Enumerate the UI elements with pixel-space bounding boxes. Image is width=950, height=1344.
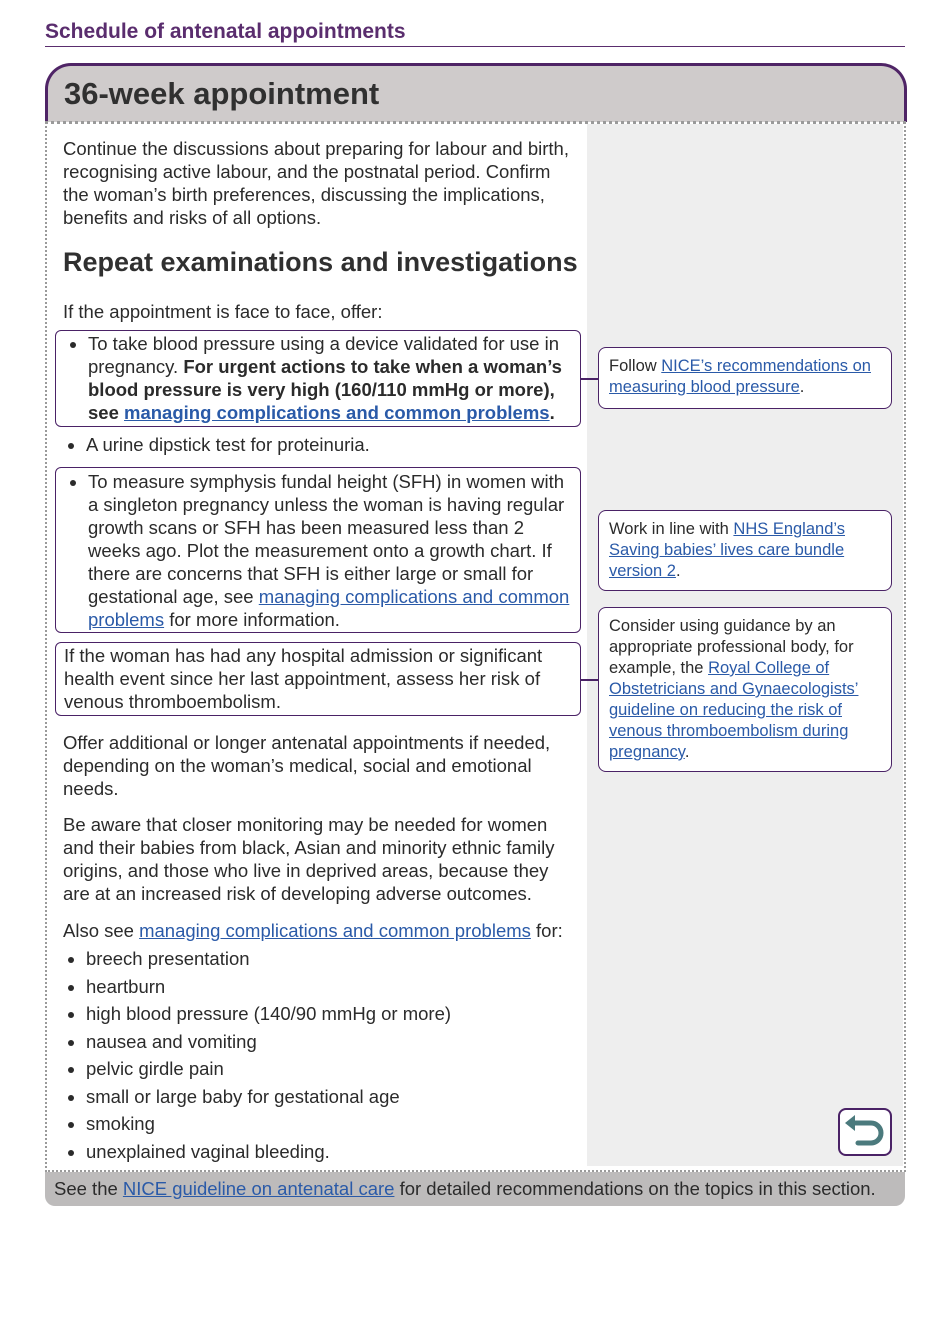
offer-intro: If the appointment is face to face, offer: [63,301,383,322]
list-item: • smoking [86,1110,606,1138]
sfh-item-box [55,467,581,633]
list-item: • nausea and vomiting [86,1028,606,1056]
nice-bp-link[interactable]: NICE’s recommendations on measuring blood pressure [609,357,871,396]
sfh-complications-link[interactable]: managing complications and common problems [88,586,570,630]
topic-list [63,945,606,1165]
rcog-link[interactable]: Royal College of Obstetricians and Gynaecologists’ guideline on reducing the risk of venous thromboembolism during pregnancy [609,659,859,761]
section-heading: Repeat examinations and investigations [63,247,578,277]
nice-guideline-link[interactable]: NICE guideline on antenatal care [122,1178,395,1199]
saving-babies-link[interactable]: NHS England’s Saving babies’ lives care bundle version 2 [609,520,845,580]
side-note-sfh: Work in line with NHS England’s Saving babies’ lives care bundle version 2. [598,510,892,591]
back-button[interactable] [838,1108,892,1156]
list-item: • small or large baby for gestational age [86,1083,606,1111]
sfh-item: • To measure symphysis fundal height (SFH) in women with a singleton pregnancy unless the woman is having regular growth scans or SFH has been measured less than 2 weeks ago. Plot the measurement onto a growth chart. If there are concerns that SFH is either large or small for gestational age, see managing complications and common problems for more information. [88,470,572,631]
connector-line [581,679,598,681]
footer-band: See the NICE guideline on antenatal care for detailed recommendations on the topics in this section. [45,1172,905,1206]
connector-line [581,378,598,380]
vte-box: If the woman has had any hospital admission or significant health event since her last appointment, assess her risk of venous thromboembolism. [55,642,581,716]
also-see-link[interactable]: managing complications and common problems [139,920,531,941]
list-item: • breech presentation [86,945,606,973]
list-item: • unexplained vaginal bleeding. [86,1138,606,1166]
page-title: 36-week appointment [64,76,380,111]
side-note-bp: Follow NICE’s recommendations on measuring blood pressure. [598,347,892,409]
side-note-vte: Consider using guidance by an appropriate professional body, for example, the Royal College of Obstetricians and Gynaecologists’ guideline on reducing the risk of venous thromboembolism during pregnancy. [598,607,892,772]
section-title: Schedule of antenatal appointments [45,20,406,43]
closer-monitoring: Be aware that closer monitoring may be needed for women and their babies from black, Asian and minority ethnic family origins, and those who live in deprived areas, because they are at an increased risk of developing adverse outcomes. [63,814,555,904]
back-arrow-icon [840,1110,889,1153]
additional-appointments: Offer additional or longer antenatal appointments if needed, depending on the woman’s medical, social and emotional needs. [63,732,551,799]
also-see-line: Also see managing complications and common problems for: [63,920,563,941]
header-divider [45,46,905,47]
list-item: • high blood pressure (140/90 mmHg or more) [86,1000,606,1028]
list-item: • heartburn [86,973,606,1001]
list-item: • pelvic girdle pain [86,1055,606,1083]
urine-item-list [63,433,606,456]
urine-item: • A urine dipstick test for proteinuria. [86,433,606,456]
intro-paragraph: Continue the discussions about preparing for labour and birth, recognising active labour, and the postnatal period. Confirm the woman’s birth preferences, discussing the implications, benefits and risks of all options. [63,138,569,228]
bp-item-box [55,330,581,427]
title-band [45,63,907,122]
bp-complications-link[interactable]: managing complications and common problems [124,402,550,423]
bp-item: • To take blood pressure using a device validated for use in pregnancy. For urgent actions to take when a woman’s blood pressure is very high (160/110 mmHg or more), see managing complications and common problems. [88,332,572,424]
